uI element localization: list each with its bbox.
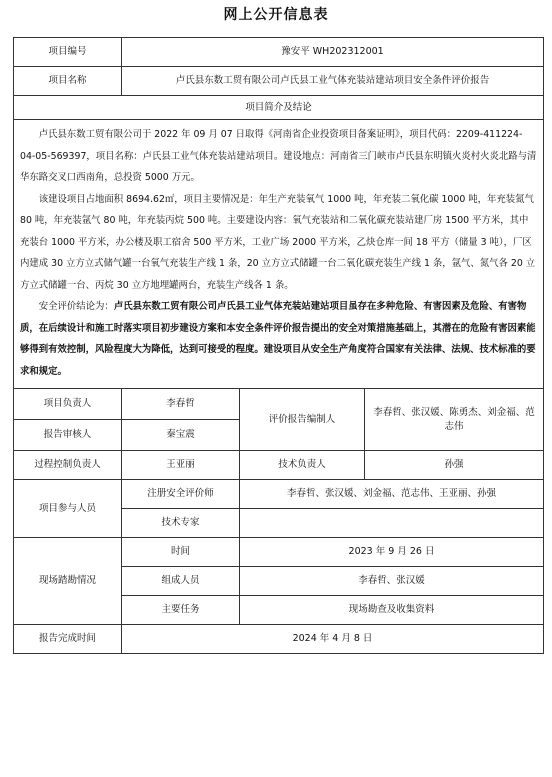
summary-header: 项目简介及结论 (14, 96, 544, 120)
row-registered (14, 480, 544, 509)
row-project-name (14, 67, 544, 96)
project-name-value: 卢氏县东数工贸有限公司卢氏县工业气体充装站建站项目安全条件评价报告 (122, 67, 544, 96)
survey-members-label: 组成人员 (122, 567, 240, 596)
row-summary-header (14, 96, 544, 120)
experts-value (240, 509, 544, 538)
survey-label: 现场踏勘情况 (14, 538, 122, 625)
survey-time-label: 时间 (122, 538, 240, 567)
reviewer-value: 秦宝震 (122, 420, 240, 451)
leader-label: 项目负责人 (14, 389, 122, 420)
project-name-label: 项目名称 (14, 67, 122, 96)
survey-members-value: 李春哲、张汉媛 (240, 567, 544, 596)
summary-paragraph-2: 该建设项目占地面积 8694.62㎡，项目主要情况是：年生产充装氧气 1000 吨，年充装二氧化碳 1000 吨，年充装氮气 80 吨，年充装氩气 80 吨，年充装丙烷 500 吨。主要建设内容：氧气充装站和二氧化碳充装站建厂房 1500 平方米，其中充装台 1000 平方米，办公楼及职工宿舍 500 平方米，工业广场 2000 平方米，乙炔仓库一间 18 平方（储量 3 吨），厂区内建成 30 立方立式储气罐一台氧气充装生产线 1 条，20 立方立式储罐一台二氧化碳充装生产线 1 条，氩气、氮气各 20 立方立式储罐一台、丙烷 30 立方地埋罐两台，充装生产线各 1 条。 (20, 193, 536, 291)
conclusion-text: 卢氏县东数工贸有限公司卢氏县工业气体充装站建站项目虽存在多种危险、有害因素及危险、有害物质，在后续设计和施工时落实项目初步建设方案和本安全条件评价报告提出的安全对策措施基础上，其潜在的危险有害因素能够得到有效控制，风险程度大为降低，达到可接受的程度。建设项目从安全生产角度符合国家有关法律、法规、技术标准的要求和规定。 (20, 301, 536, 377)
writer-label: 评价报告编制人 (240, 389, 365, 451)
row-process (14, 451, 544, 480)
row-leader (14, 389, 544, 420)
page-title: 网上公开信息表 (223, 7, 329, 23)
completion-value: 2024 年 4 月 8 日 (122, 625, 544, 654)
row-survey-time (14, 538, 544, 567)
writer-value: 李春哲、张汉媛、陈勇杰、刘金福、范志伟 (365, 389, 544, 451)
project-no-label: 项目编号 (14, 38, 122, 67)
survey-time-value: 2023 年 9 月 26 日 (240, 538, 544, 567)
info-table (13, 37, 544, 654)
row-project-no (14, 38, 544, 67)
row-completion (14, 625, 544, 654)
completion-label: 报告完成时间 (14, 625, 122, 654)
conclusion-lead: 安全评价结论为： (38, 301, 114, 312)
summary-paragraph-3 (20, 296, 537, 382)
reviewer-label: 报告审核人 (14, 420, 122, 451)
registered-label: 注册安全评价师 (122, 480, 240, 509)
leader-value: 李春哲 (122, 389, 240, 420)
participants-label: 项目参与人员 (14, 480, 122, 538)
experts-label: 技术专家 (122, 509, 240, 538)
registered-value: 李春哲、张汉媛、刘金福、范志伟、王亚丽、孙强 (240, 480, 544, 509)
survey-task-label: 主要任务 (122, 596, 240, 625)
row-summary-body (14, 120, 544, 389)
process-label: 过程控制负责人 (14, 451, 122, 480)
summary-body (14, 120, 544, 389)
tech-label: 技术负责人 (240, 451, 365, 480)
project-no-value: 豫安平 WH202312001 (122, 38, 544, 67)
tech-value: 孙强 (365, 451, 544, 480)
survey-task-value: 现场勘查及收集资料 (240, 596, 544, 625)
process-value: 王亚丽 (122, 451, 240, 480)
summary-paragraph-1: 卢氏县东数工贸有限公司于 2022 年 09 月 07 日取得《河南省企业投资项目备案证明》，项目代码：2209-411224-04-05-569397，项目名称：卢氏县工业气体充装站建站项目。建设地点：河南省三门峡市卢氏县东明镇火炎村火炎北路与清华东路交叉口西南角，总投资 5000 万元。 (20, 129, 537, 183)
